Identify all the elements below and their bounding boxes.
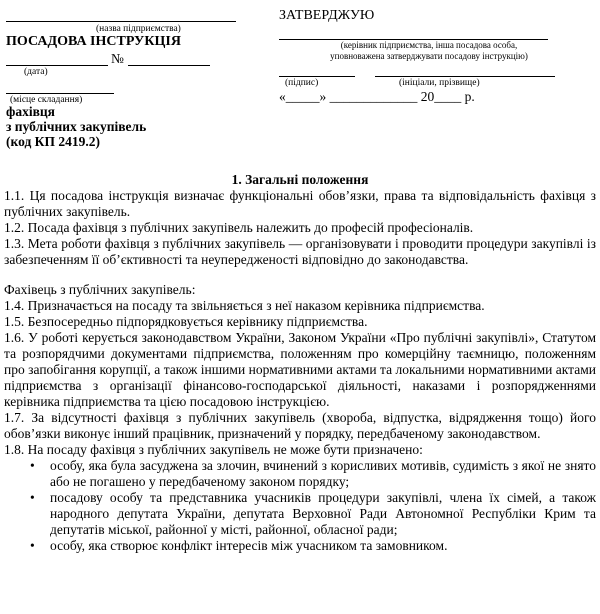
signature-caption: (підпис) [285,78,319,88]
approve-date: «_____» _____________ 20____ р. [279,89,475,104]
initials-line [375,76,555,77]
clause-1-5: 1.5. Безпосередньо підпорядковується керівнику підприємства. [4,314,368,329]
bullet-icon: • [30,490,35,505]
place-caption: (місце складання) [10,95,83,105]
clause-1-3: 1.3. Мета роботи фахівця з публічних закупівель — організовувати і проводити процедури закупівлі із забезпеченням її об’єктивності та неупередженості відповідно до законодавства. [4,236,596,267]
enterprise-name-caption: (назва підприємства) [96,24,181,34]
clause-1-2: 1.2. Посада фахівця з публічних закупівель належить до професій професіоналів. [4,220,474,235]
doc-title: ПОСАДОВА ІНСТРУКЦІЯ [6,34,181,49]
list-item-text: особу, яка була засуджена за злочин, вчинений з корисливих мотивів, судимість з якої не знято або не погашено у передбаченому законом порядку; [50,458,596,489]
place-line [6,93,114,94]
clause-1-8: 1.8. На посаду фахівця з публічних закупівель не може бути призначено: [4,442,423,457]
position-title-1: фахівця [6,104,55,119]
approver-caption-2: уповноважена затверджувати посадову інструкцію) [330,51,528,61]
clause-1-1: 1.1. Ця посадова інструкція визначає функціональні обов’язки, права та відповідальність фахівця з публічних закупівель. [4,188,596,219]
general-provisions [4,172,596,554]
approver-caption-1: (керівник підприємства, інша посадова особа, [340,40,518,50]
signature-line [279,76,355,77]
clause-1-4: 1.4. Призначається на посаду та звільняється з неї наказом керівника підприємства. [4,298,485,313]
list-item [4,458,596,490]
list-item [4,538,596,554]
date-caption: (дата) [24,67,48,77]
clause-1-7: 1.7. За відсутності фахівця з публічних закупівель (хвороба, відпустка, відрядження тощо) його обов’язки виконує інший працівник, призначений у порядку, передбаченому законодавством. [4,410,596,441]
bullet-icon: • [30,458,35,473]
ineligibility-list [4,458,596,554]
section-title: 1. Загальні положення [231,172,369,187]
bullet-icon: • [30,538,35,553]
approve-label: ЗАТВЕРДЖУЮ [279,8,375,23]
enterprise-name-line [6,21,236,22]
specialist-intro: Фахівець з публічних закупівель: [4,282,196,297]
position-title-2: з публічних закупівель [6,119,147,134]
doc-number-line [128,65,210,66]
list-item [4,490,596,538]
paragraph-gap [4,268,596,282]
list-item-text: посадову особу та представника учасників процедури закупівлі, члена їх сімей, а також народного депутата України, депутата Верховної Ради Автономної Республіки Крим та депутатів міської, районної у місті, районної, обласної ради; [50,490,596,537]
list-item-text: особу, яка створює конфлікт інтересів між учасником та замовником. [50,538,448,553]
clause-1-6: 1.6. У роботі керується законодавством України, Законом України «Про публічні закупівлі», Статутом та розпорядчими документами підприємства, положенням про комерційну таємницю, положенням про запобігання корупції, а також іншими нормативними актами та локальними нормативними актами підприємства з організації фінансово-господарської діяльності, наказами і розпорядженнями керівника підприємства та цією посадовою інструкцією. [4,330,596,409]
initials-caption: (ініціали, прізвище) [399,78,480,88]
doc-date-line [6,65,108,66]
position-code: (код КП 2419.2) [6,134,100,149]
number-sign: № [111,51,124,66]
